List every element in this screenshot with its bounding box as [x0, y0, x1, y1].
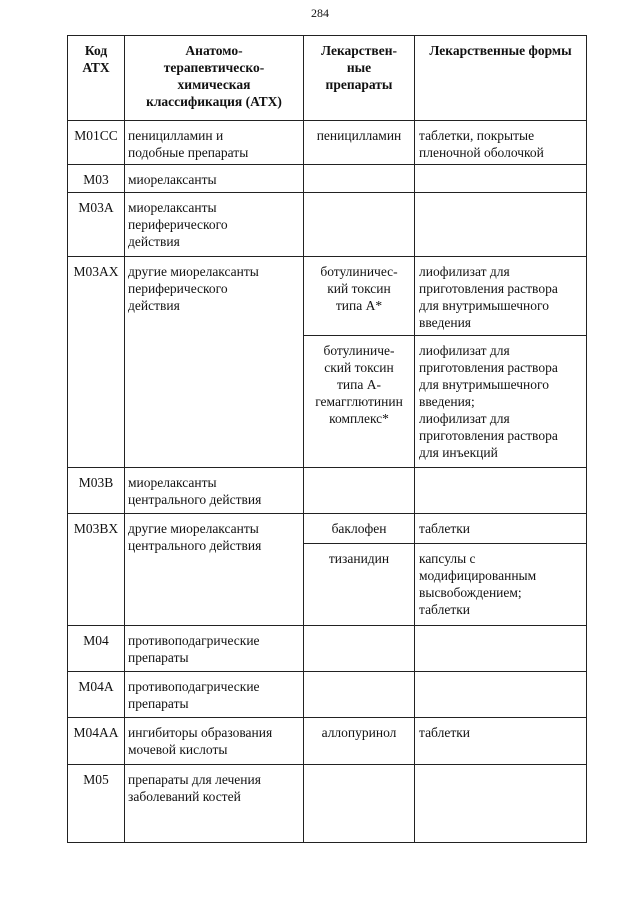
table-row	[68, 165, 587, 193]
dosage-form: таблетки	[415, 514, 587, 544]
dosage-form	[415, 765, 587, 843]
atc-code: M03AX	[68, 257, 125, 468]
atc-code: M04A	[68, 672, 125, 718]
dosage-form: таблетки	[415, 718, 587, 765]
drug-name	[304, 165, 415, 193]
atc-name: миорелаксанты периферического действия	[125, 193, 304, 257]
table-row	[68, 718, 587, 765]
drug-name	[304, 626, 415, 672]
dosage-form	[415, 193, 587, 257]
drug-name	[304, 468, 415, 514]
atc-code: M03B	[68, 468, 125, 514]
table-row	[68, 626, 587, 672]
drug-name: тизанидин	[304, 544, 415, 626]
table-row	[68, 672, 587, 718]
atc-name: ингибиторы образования мочевой кислоты	[125, 718, 304, 765]
atc-name: другие миорелаксанты периферического действия	[125, 257, 304, 468]
header-classification: Анатомо- терапевтическо- химическая классификация (АТХ)	[125, 36, 304, 121]
atc-name: другие миорелаксанты центрального действия	[125, 514, 304, 626]
drug-name: пеницилламин	[304, 121, 415, 165]
drug-name	[304, 672, 415, 718]
header-code: Код АТХ	[68, 36, 125, 121]
drug-name	[304, 193, 415, 257]
dosage-form: таблетки, покрытые пленочной оболочкой	[415, 121, 587, 165]
page-number: 284	[311, 6, 329, 20]
table-row	[68, 121, 587, 165]
dosage-form: капсулы с модифицированным высвобождением; таблетки	[415, 544, 587, 626]
drug-name: ботулиниче- ский токсин типа А- гемагглютинин комплекс*	[304, 336, 415, 468]
table-row	[68, 765, 587, 843]
header-drugs: Лекарствен- ные препараты	[304, 36, 415, 121]
table-header-row	[68, 36, 587, 121]
atc-code: M03	[68, 165, 125, 193]
atc-code: M05	[68, 765, 125, 843]
dosage-form: лиофилизат для приготовления раствора для внутримышечного введения; лиофилизат для приготовления раствора для инъекций	[415, 336, 587, 468]
atc-drug-table	[67, 35, 587, 843]
dosage-form: лиофилизат для приготовления раствора для внутримышечного введения	[415, 257, 587, 336]
atc-name: противоподагрические препараты	[125, 672, 304, 718]
table-row	[68, 468, 587, 514]
atc-code: M03BX	[68, 514, 125, 626]
dosage-form	[415, 165, 587, 193]
drug-name: ботулиничес- кий токсин типа А*	[304, 257, 415, 336]
atc-code: M04AA	[68, 718, 125, 765]
atc-name: миорелаксанты центрального действия	[125, 468, 304, 514]
dosage-form	[415, 468, 587, 514]
atc-code: M04	[68, 626, 125, 672]
table-row	[68, 514, 587, 544]
drug-name: баклофен	[304, 514, 415, 544]
table-row	[68, 257, 587, 336]
drug-name	[304, 765, 415, 843]
atc-code: M03A	[68, 193, 125, 257]
atc-name: препараты для лечения заболеваний костей	[125, 765, 304, 843]
header-forms: Лекарственные формы	[415, 36, 587, 121]
atc-name: противоподагрические препараты	[125, 626, 304, 672]
atc-code: M01CC	[68, 121, 125, 165]
table-row	[68, 193, 587, 257]
atc-name: миорелаксанты	[125, 165, 304, 193]
atc-name: пеницилламин и подобные препараты	[125, 121, 304, 165]
drug-name: аллопуринол	[304, 718, 415, 765]
dosage-form	[415, 626, 587, 672]
dosage-form	[415, 672, 587, 718]
